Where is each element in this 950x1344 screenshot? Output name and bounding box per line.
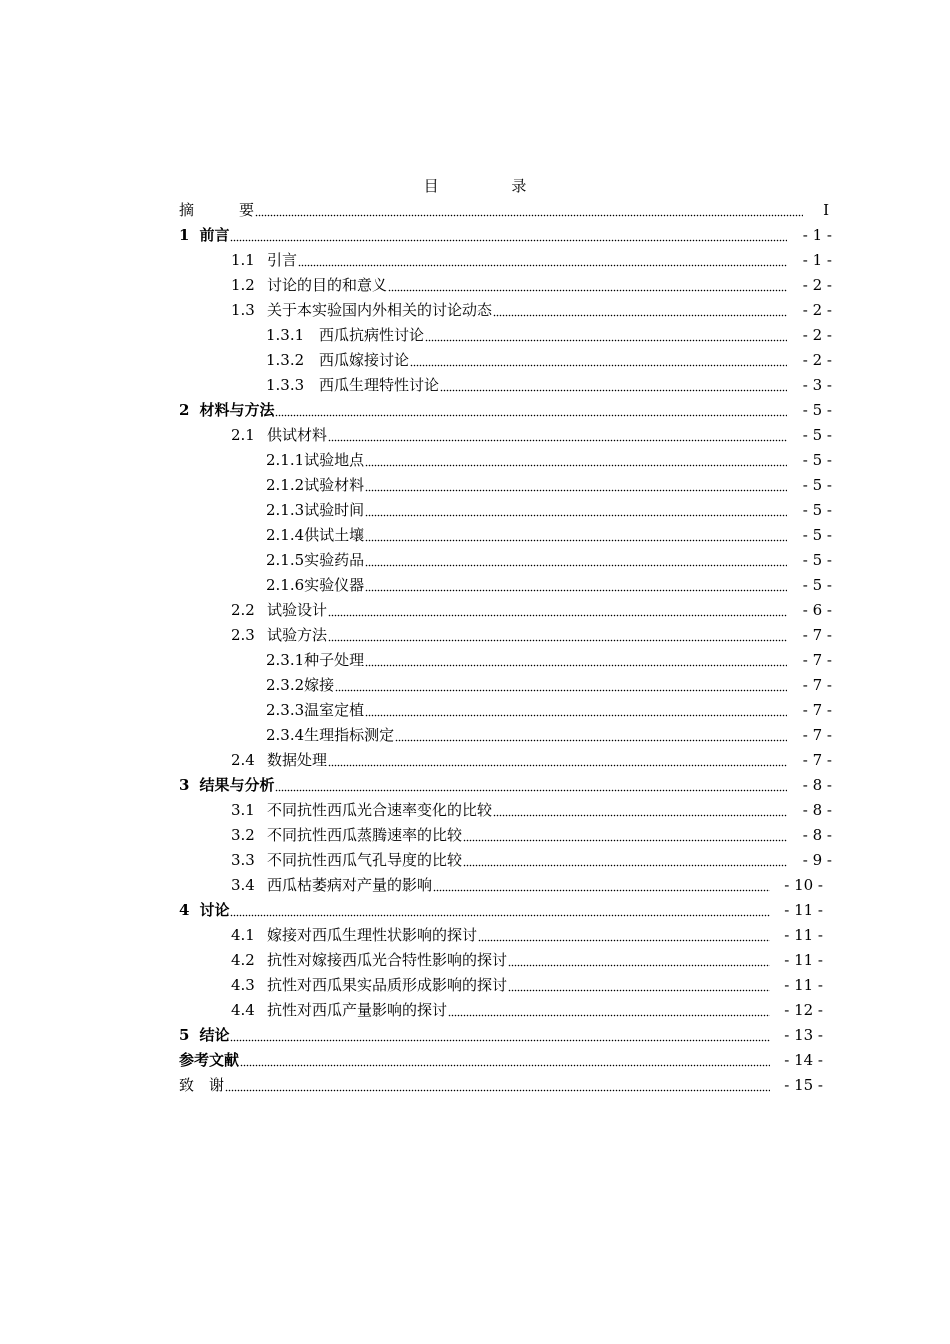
- toc-entry-label: 2.3.4生理指标测定: [266, 726, 395, 744]
- toc-entry-title: [266, 498, 364, 523]
- toc-entry-page: - 2 -: [802, 301, 832, 319]
- toc-entry-number: 3.3: [231, 851, 255, 869]
- toc-entry[interactable]: [0, 348, 950, 373]
- toc-entry-page: - 7 -: [802, 751, 832, 769]
- toc-entry-label: 2.1.5实验药品: [266, 551, 365, 569]
- toc-entry-title: [231, 248, 297, 273]
- toc-entry-page: - 9 -: [802, 851, 832, 869]
- toc-leader-dots: [328, 638, 787, 642]
- toc-entry-title: [231, 923, 477, 948]
- toc-entry-title: [231, 823, 462, 848]
- toc-entry-title: [231, 948, 507, 973]
- table-of-contents: [0, 198, 950, 1198]
- toc-entry-number: 2.3: [231, 626, 255, 644]
- toc-entry-label: 关于本实验国内外相关的讨论动态: [267, 301, 493, 319]
- toc-entry-label: 抗性对西瓜产量影响的探讨: [267, 1001, 448, 1019]
- toc-entry-page: - 5 -: [802, 476, 832, 494]
- toc-entry-label: 供试材料: [267, 426, 328, 444]
- toc-entry-label: 西瓜抗病性讨论: [319, 326, 425, 344]
- toc-entry-number: 1.1: [231, 251, 255, 269]
- toc-leader-dots: [365, 588, 787, 592]
- toc-entry[interactable]: [0, 548, 950, 573]
- toc-entry-title: [231, 423, 327, 448]
- toc-entry[interactable]: [0, 1023, 950, 1048]
- toc-entry-title: [231, 973, 507, 998]
- toc-leader-dots: [463, 838, 787, 842]
- toc-entry-number: 1.2: [231, 276, 255, 294]
- toc-entry-number: 3.4: [231, 876, 255, 894]
- toc-entry-page: - 7 -: [802, 626, 832, 644]
- toc-entry-page: - 5 -: [802, 451, 832, 469]
- toc-entry-label: 结果与分析: [199, 776, 275, 794]
- toc-entry-title: [179, 1048, 239, 1073]
- toc-leader-dots: [365, 513, 787, 517]
- toc-entry-label: 试验方法: [267, 626, 328, 644]
- toc-entry-number: 1: [179, 226, 190, 244]
- toc-entry-label: 抗性对西瓜果实品质形成影响的探讨: [267, 976, 508, 994]
- toc-entry-number: 3: [179, 776, 190, 794]
- toc-entry-page: - 2 -: [802, 351, 832, 369]
- toc-entry[interactable]: [0, 248, 950, 273]
- toc-entry-title: [266, 373, 439, 398]
- toc-entry-label: 2.3.3温室定植: [266, 701, 365, 719]
- toc-entry[interactable]: [0, 298, 950, 323]
- toc-leader-dots: [395, 738, 787, 742]
- toc-entry[interactable]: [0, 623, 950, 648]
- toc-entry-label: 致 谢: [179, 1076, 225, 1094]
- toc-entry-label: 不同抗性西瓜蒸腾速率的比较: [267, 826, 463, 844]
- toc-entry-page: - 11 -: [784, 926, 823, 944]
- toc-entry[interactable]: [0, 1048, 950, 1073]
- toc-entry-label: 摘 要: [179, 201, 255, 219]
- toc-entry-title: [179, 1073, 224, 1098]
- toc-entry[interactable]: [0, 898, 950, 923]
- toc-entry[interactable]: [0, 848, 950, 873]
- toc-leader-dots: [433, 888, 770, 892]
- toc-entry-title: [266, 723, 394, 748]
- toc-entry[interactable]: [0, 223, 950, 248]
- toc-entry-page: - 5 -: [802, 501, 832, 519]
- toc-entry[interactable]: [0, 798, 950, 823]
- toc-entry[interactable]: [0, 773, 950, 798]
- toc-entry-number: 2.2: [231, 601, 255, 619]
- toc-entry-label: 讨论: [199, 901, 230, 919]
- toc-leader-dots: [230, 913, 770, 917]
- toc-entry-number: 4.1: [231, 926, 255, 944]
- toc-leader-dots: [365, 663, 787, 667]
- toc-entry-label: 前言: [199, 226, 230, 244]
- toc-entry[interactable]: [0, 1073, 950, 1098]
- toc-entry-title: [179, 1023, 229, 1048]
- toc-entry-page: - 8 -: [802, 776, 832, 794]
- toc-entry-page: - 5 -: [802, 526, 832, 544]
- toc-leader-dots: [410, 363, 787, 367]
- toc-entry-page: - 5 -: [802, 401, 832, 419]
- toc-entry[interactable]: [0, 598, 950, 623]
- toc-entry-label: 嫁接对西瓜生理性状影响的探讨: [267, 926, 478, 944]
- toc-leader-dots: [463, 863, 787, 867]
- toc-entry-number: 1.3.2: [266, 351, 305, 369]
- toc-entry-page: - 5 -: [802, 426, 832, 444]
- toc-entry-title: [231, 298, 492, 323]
- toc-leader-dots: [448, 1013, 770, 1017]
- toc-entry-page: - 15 -: [784, 1076, 823, 1094]
- toc-entry-number: 5: [179, 1026, 190, 1044]
- toc-entry-page: - 13 -: [784, 1026, 823, 1044]
- toc-entry-label: 参考文献: [179, 1051, 240, 1069]
- toc-entry-page: - 7 -: [802, 651, 832, 669]
- toc-leader-dots: [365, 713, 787, 717]
- toc-entry-title: [179, 398, 274, 423]
- toc-entry-label: 西瓜枯萎病对产量的影响: [267, 876, 433, 894]
- toc-entry-label: 试验设计: [267, 601, 328, 619]
- toc-entry-number: 2.1: [231, 426, 255, 444]
- toc-leader-dots: [225, 1088, 770, 1092]
- toc-entry-page: - 11 -: [784, 976, 823, 994]
- toc-title: 目 录: [423, 177, 561, 195]
- toc-entry-page: - 10 -: [784, 876, 823, 894]
- toc-entry[interactable]: [0, 873, 950, 898]
- toc-entry-number: 4.4: [231, 1001, 255, 1019]
- toc-entry-label: 结论: [199, 1026, 230, 1044]
- toc-leader-dots: [365, 538, 787, 542]
- toc-entry-page: - 1 -: [802, 226, 832, 244]
- toc-entry-title: [266, 548, 364, 573]
- toc-entry[interactable]: [0, 923, 950, 948]
- toc-entry[interactable]: [0, 573, 950, 598]
- toc-entry-page: - 8 -: [802, 826, 832, 844]
- toc-entry-page: - 11 -: [784, 951, 823, 969]
- toc-leader-dots: [230, 1038, 770, 1042]
- toc-leader-dots: [425, 338, 787, 342]
- toc-entry[interactable]: [0, 948, 950, 973]
- toc-entry-title: [231, 998, 447, 1023]
- toc-entry-page: - 1 -: [802, 251, 832, 269]
- toc-entry-label: 2.1.1试验地点: [266, 451, 365, 469]
- toc-leader-dots: [508, 988, 770, 992]
- toc-entry-page: - 11 -: [784, 901, 823, 919]
- toc-entry[interactable]: [0, 698, 950, 723]
- toc-entry-label: 不同抗性西瓜光合速率变化的比较: [267, 801, 493, 819]
- toc-entry-title: [231, 798, 492, 823]
- toc-entry-label: 西瓜嫁接讨论: [319, 351, 410, 369]
- toc-entry-number: 4.3: [231, 976, 255, 994]
- toc-entry-label: 2.3.2嫁接: [266, 676, 335, 694]
- toc-entry[interactable]: [0, 323, 950, 348]
- toc-leader-dots: [478, 938, 770, 942]
- toc-entry[interactable]: [0, 273, 950, 298]
- toc-entry-label: 2.1.3试验时间: [266, 501, 365, 519]
- toc-entry-page: - 5 -: [802, 551, 832, 569]
- toc-entry-page: - 2 -: [802, 326, 832, 344]
- toc-leader-dots: [255, 213, 803, 217]
- toc-entry-title: [231, 748, 327, 773]
- toc-entry-label: 数据处理: [267, 751, 328, 769]
- toc-entry-label: 材料与方法: [199, 401, 275, 419]
- toc-entry-label: 2.1.2试验材料: [266, 476, 365, 494]
- toc-entry-title: [266, 523, 364, 548]
- toc-entry-title: [231, 623, 327, 648]
- toc-entry[interactable]: [0, 423, 950, 448]
- toc-entry-label: 讨论的目的和意义: [267, 276, 388, 294]
- toc-entry[interactable]: [0, 723, 950, 748]
- toc-entry-title: [266, 573, 364, 598]
- toc-entry-title: [266, 698, 364, 723]
- toc-entry-page: - 8 -: [802, 801, 832, 819]
- toc-leader-dots: [493, 313, 787, 317]
- toc-entry-title: [231, 273, 387, 298]
- toc-entry-title: [266, 473, 364, 498]
- toc-entry-label: 2.1.6实验仪器: [266, 576, 365, 594]
- toc-entry-page: I: [823, 201, 829, 219]
- toc-entry-label: 西瓜生理特性讨论: [319, 376, 440, 394]
- toc-entry[interactable]: [0, 198, 950, 223]
- toc-entry-label: 抗性对嫁接西瓜光合特性影响的探讨: [267, 951, 508, 969]
- toc-entry-title: [231, 598, 327, 623]
- toc-entry-number: 1.3.3: [266, 376, 305, 394]
- toc-leader-dots: [328, 438, 787, 442]
- toc-entry-label: 不同抗性西瓜气孔导度的比较: [267, 851, 463, 869]
- toc-entry-label: 2.1.4供试土壤: [266, 526, 365, 544]
- toc-entry[interactable]: [0, 823, 950, 848]
- toc-leader-dots: [365, 563, 787, 567]
- toc-entry[interactable]: [0, 448, 950, 473]
- toc-entry-page: - 7 -: [802, 676, 832, 694]
- toc-leader-dots: [365, 463, 787, 467]
- toc-entry-title: [266, 323, 424, 348]
- toc-entry[interactable]: [0, 998, 950, 1023]
- toc-entry-number: 4.2: [231, 951, 255, 969]
- toc-entry-page: - 14 -: [784, 1051, 823, 1069]
- toc-entry-page: - 2 -: [802, 276, 832, 294]
- toc-entry-title: [231, 848, 462, 873]
- toc-entry-label: 引言: [267, 251, 298, 269]
- toc-entry[interactable]: [0, 373, 950, 398]
- toc-entry[interactable]: [0, 473, 950, 498]
- toc-leader-dots: [508, 963, 770, 967]
- toc-entry-title: [266, 448, 364, 473]
- toc-entry-number: 3.1: [231, 801, 255, 819]
- toc-leader-dots: [328, 613, 787, 617]
- toc-leader-dots: [328, 763, 787, 767]
- toc-entry-page: - 7 -: [802, 726, 832, 744]
- toc-entry[interactable]: [0, 523, 950, 548]
- toc-entry[interactable]: [0, 973, 950, 998]
- toc-leader-dots: [493, 813, 787, 817]
- toc-entry-title: [179, 223, 229, 248]
- toc-leader-dots: [230, 238, 787, 242]
- toc-entry-page: - 12 -: [784, 1001, 823, 1019]
- toc-entry-title: [231, 873, 432, 898]
- toc-entry-title: [266, 648, 364, 673]
- toc-leader-dots: [440, 388, 787, 392]
- toc-leader-dots: [275, 413, 787, 417]
- toc-entry[interactable]: [0, 748, 950, 773]
- toc-entry-number: 1.3.1: [266, 326, 305, 344]
- toc-leader-dots: [388, 288, 787, 292]
- toc-entry-title: [179, 773, 274, 798]
- toc-entry-page: - 6 -: [802, 601, 832, 619]
- toc-leader-dots: [298, 263, 787, 267]
- toc-entry-title: [266, 348, 409, 373]
- toc-entry[interactable]: [0, 673, 950, 698]
- toc-entry-page: - 3 -: [802, 376, 832, 394]
- toc-entry-page: - 5 -: [802, 576, 832, 594]
- toc-entry-page: - 7 -: [802, 701, 832, 719]
- toc-entry-title: [179, 898, 229, 923]
- toc-entry-number: 2.4: [231, 751, 255, 769]
- toc-entry-number: 1.3: [231, 301, 255, 319]
- toc-entry-number: 4: [179, 901, 190, 919]
- toc-leader-dots: [335, 688, 787, 692]
- toc-leader-dots: [275, 788, 787, 792]
- toc-leader-dots: [365, 488, 787, 492]
- toc-entry-label: 2.3.1种子处理: [266, 651, 365, 669]
- toc-leader-dots: [240, 1063, 770, 1067]
- toc-entry[interactable]: [0, 648, 950, 673]
- toc-entry-title: [179, 198, 254, 223]
- toc-entry-title: [266, 673, 334, 698]
- toc-entry[interactable]: [0, 498, 950, 523]
- toc-entry[interactable]: [0, 398, 950, 423]
- toc-entry-number: 2: [179, 401, 190, 419]
- toc-entry-number: 3.2: [231, 826, 255, 844]
